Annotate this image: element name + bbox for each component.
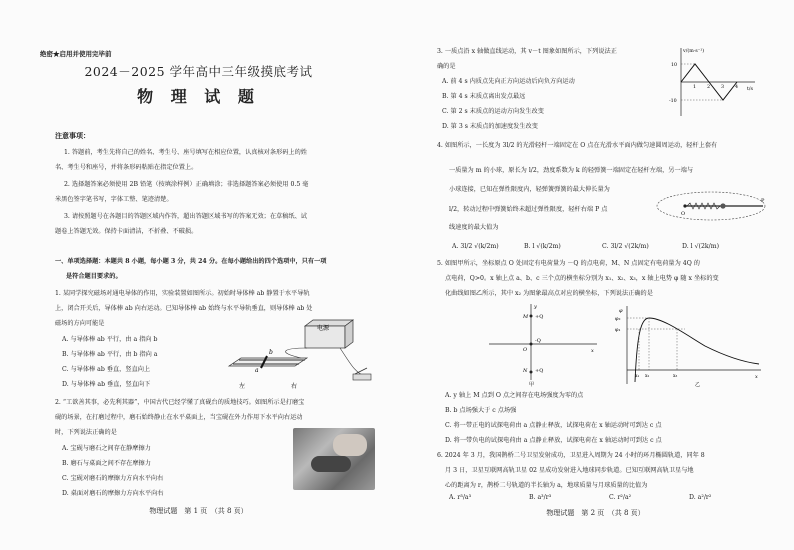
rod-label-b: b xyxy=(269,349,273,356)
q6-option-a: A. r³/a³ xyxy=(449,494,472,501)
charge-m xyxy=(530,315,533,318)
q5-stem: 点电荷，Q>0。x 轴上点 a、b、c 三个点的横坐标分别为 x₁、x₂、x₃，x 轴上电势 φ 随 x 坐标的变 xyxy=(445,275,719,282)
q1-option-a: A. 与导体棒 ab 平行，由 a 指向 b xyxy=(62,336,158,343)
q1-stem: 上，闭合开关后，导体棒 ab 向右运动。已知导体棒 ab 始终与水平导轨垂直，则导体棒 ab 处 xyxy=(55,305,313,312)
label-x: x xyxy=(591,348,594,354)
label-m: M xyxy=(523,314,529,320)
q1-stem: 磁场的方向可能是 xyxy=(55,320,105,327)
q1-option-b: B. 与导体棒 ab 平行，由 b 指向 a xyxy=(62,351,158,358)
label-plus-q-m: +Q xyxy=(535,314,544,320)
y-tick: -10 xyxy=(669,99,677,104)
q4-stem: 线速度的最大值为 xyxy=(449,224,499,231)
section-heading: 一、单项选择题：本题共 8 小题，每小题 3 分，共 24 分。在每小题给出的四个选项中，只有一项 xyxy=(55,258,327,265)
page-footer: 物理试题 第 2 页 （共 8 页） xyxy=(546,509,645,517)
label-o: O xyxy=(681,211,686,217)
q2-stem: 2. “工欲善其事，必先利其器”，中国古代已经学懂了真砚台的质地技巧。如图所示是打磨宝 xyxy=(55,399,305,406)
q6-option-d: D. a²/r² xyxy=(689,494,712,501)
q2-option-a: A. 宝砚与磨石之间存在静摩擦力 xyxy=(62,445,151,452)
label-minus-q: -Q xyxy=(535,338,541,344)
q4-option-d: D. l √(2k/m) xyxy=(682,243,720,250)
label-phi: φ xyxy=(619,308,623,314)
q4-stem: l/2，转动过程中弹簧始终未超过弹性限度，轻杆右端 P 点 xyxy=(449,206,608,213)
q5-figure-jia xyxy=(485,300,605,388)
q2-option-d: D. 桌面对磨石的摩擦力方向水平向右 xyxy=(62,490,164,497)
notice-line: 2. 选择题答案必须使用 2B 铅笔（按填涂样例）正确填涂；非选择题答案必须使用 0.5 毫 xyxy=(64,181,309,188)
q5-stem: 5. 如图甲所示，坐标原点 O 处固定有电荷量为 －Q 的点电荷，M、N 点固定有电荷量为 4Q 的 xyxy=(437,260,700,267)
q5-option-a: A. y 轴上 M 点到 O 点之间存在电场强度为零的点 xyxy=(445,392,584,399)
label-phi1: φ₁ xyxy=(615,327,621,333)
secret-label: 绝密★启用并使用完毕前 xyxy=(40,50,112,58)
notice-line: 题卷上答题无效。保持卡面清洁，不折叠、不破损。 xyxy=(55,228,198,235)
q5-stem: 化曲线如图乙所示，其中 x₂ 为图象最高点对应的横坐标，下列说法正确的是 xyxy=(445,290,653,297)
label-p: P xyxy=(761,198,765,204)
label-y: y xyxy=(534,304,537,310)
exam-title: 2024－2025 学年高中三年级摸底考试 xyxy=(84,64,313,79)
label-right: 右 xyxy=(291,383,298,390)
q4-stem: 一质量为 m 的小球，原长为 l/2，劲度系数为 k 的轻弹簧一端固定在轻杆左端，另一端与 xyxy=(449,167,694,174)
page-right xyxy=(397,0,794,550)
section-heading: 是符合题目要求的。 xyxy=(66,273,122,280)
x-tick: 3 xyxy=(721,85,725,90)
power-label: 电源 xyxy=(317,325,330,332)
q3-vt-graph xyxy=(669,44,759,122)
label-o: O xyxy=(523,347,528,353)
q1-stem: 1. 某同学探究磁场对通电导体的作用，实验装置如图所示。初始时导体棒 ab 静置于水平导轨 xyxy=(55,290,310,297)
q6-stem: 月 3 日，卫星互联网高轨卫星 02 星成功发射进入地球同步轨道。已知互联网高轨卫星与地 xyxy=(445,467,694,474)
ball xyxy=(720,203,725,208)
x-tick: 1 xyxy=(693,85,697,90)
q4-option-a: A. 3l/2 √(k/2m) xyxy=(452,243,499,250)
q2-stem: 砚的场景，在打磨过程中，磨石始终静止在水平桌面上，当宝砚在外力作用下水平向右运动 xyxy=(55,414,303,421)
q2-stem: 时，下列说法正确的是 xyxy=(55,429,117,436)
q5-option-d: D. 将一带负电的试探电荷由 a 点静止释放，试探电荷在 x 轴运动时可到达 c 点 xyxy=(445,437,662,444)
q1-option-c: C. 与导体棒 ab 垂直，竖直向上 xyxy=(62,366,151,373)
q3-option-d: D. 第 3 s 末质点的加速度发生改变 xyxy=(442,123,538,130)
label-phi2: φ₂ xyxy=(615,316,621,322)
q3-option-a: A. 前 4 s 内质点先向正方向运动后向负方向运动 xyxy=(442,78,575,85)
wire xyxy=(340,348,365,376)
q2-option-c: C. 宝砚对磨石的摩擦力方向水平向右 xyxy=(62,475,164,482)
wire xyxy=(286,348,307,358)
notice-line: 1. 答题前，考生先将自己的姓名、考生号、座号填写在相应位置，认真核对条形码上的姓 xyxy=(64,149,307,156)
q3-stem: 3. 一质点沿 x 轴做直线运动，其 v－t 图象如图所示，下列说法正 xyxy=(437,48,617,55)
charge-o xyxy=(530,343,533,346)
q3-option-c: C. 第 2 s 末质点的运动方向发生改变 xyxy=(442,108,544,115)
q5-option-b: B. b 点场强大于 c 点场强 xyxy=(445,407,517,414)
q4-option-c: C. 3l/2 √(2k/m) xyxy=(602,243,649,250)
q6-option-c: C. r²/a² xyxy=(609,494,632,501)
switch xyxy=(353,374,371,380)
label-x: x xyxy=(755,374,758,380)
rail-base xyxy=(229,358,307,366)
x-tick: 2 xyxy=(707,85,711,90)
q4-option-b: B. l √(k/2m) xyxy=(524,243,561,250)
notice-title: 注意事项： xyxy=(55,131,90,140)
q6-option-b: B. a³/r³ xyxy=(529,494,552,501)
q2-option-b: B. 磨石与桌面之间不存在摩擦力 xyxy=(62,460,151,467)
hand-shape xyxy=(333,434,367,456)
v-axis-label: v/(m·s⁻¹) xyxy=(683,49,705,54)
label-yi: 乙 xyxy=(695,382,701,388)
q6-stem: 6. 2024 年 3 月，我国鹊桥二号卫星发射成功，卫星进入周期为 24 小时的环月椭圆轨道，同年 8 xyxy=(437,452,705,459)
q3-stem: 确的是 xyxy=(437,63,456,70)
rod-label-a: a xyxy=(255,367,259,374)
q3-option-b: B. 第 4 s 末质点离出发点最远 xyxy=(442,93,526,100)
q6-stem: 心的距离为 r，鹊桥二号轨道的半长轴为 a，地球质量与月球质量的比值为 xyxy=(445,482,648,489)
page-footer: 物理试题 第 1 页 （共 8 页） xyxy=(149,507,248,515)
phi-curve xyxy=(635,318,759,382)
notice-line: 3. 请按照题号在各题目的答题区域内作答，超出答题区域书写的答案无效；在草稿纸、试 xyxy=(64,213,307,220)
t-axis-label: t/s xyxy=(747,87,754,92)
label-jia: 甲 xyxy=(529,382,535,388)
label-x1: x₁ xyxy=(635,374,640,379)
q1-apparatus-figure xyxy=(215,318,375,396)
power-supply xyxy=(305,320,353,348)
q1-option-d: D. 与导体棒 ab 垂直，竖直向下 xyxy=(62,381,151,388)
charge-n xyxy=(530,371,533,374)
x-tick: 4 xyxy=(735,85,739,90)
whetstone-shape xyxy=(311,456,351,472)
q4-stem: 4. 如图所示，一长度为 3l/2 的光滑轻杆一端固定在 O 点在光滑水平面内做匀速圆周运动，轻杆上套有 xyxy=(437,142,718,149)
label-left: 左 xyxy=(239,383,246,390)
q5-option-c: C. 将一带正电的试探电荷由 a 点静止释放，试探电荷在 x 轴运动时可到达 c 点 xyxy=(445,422,662,429)
label-x2: x₂ xyxy=(645,374,650,379)
q2-photo xyxy=(293,428,375,490)
label-plus-q-n: +Q xyxy=(535,368,544,374)
notice-line: 米黑色签字笔书写，字体工整、笔迹清楚。 xyxy=(55,196,173,203)
notice-line: 名、考生号和座号，并将条形码粘贴在指定位置上。 xyxy=(55,164,198,171)
q4-rod-figure xyxy=(655,186,770,226)
subject-title: 物 理 试 题 xyxy=(137,87,260,106)
q5-figure-yi xyxy=(615,304,765,388)
label-x3: x₃ xyxy=(673,374,678,379)
y-tick: 10 xyxy=(671,63,678,68)
label-n: N xyxy=(523,368,528,374)
pivot-o xyxy=(683,204,686,207)
q4-stem: 小球连接，已知在弹性限度内，轻弹簧弹簧的最大伸长量为 xyxy=(449,186,610,193)
